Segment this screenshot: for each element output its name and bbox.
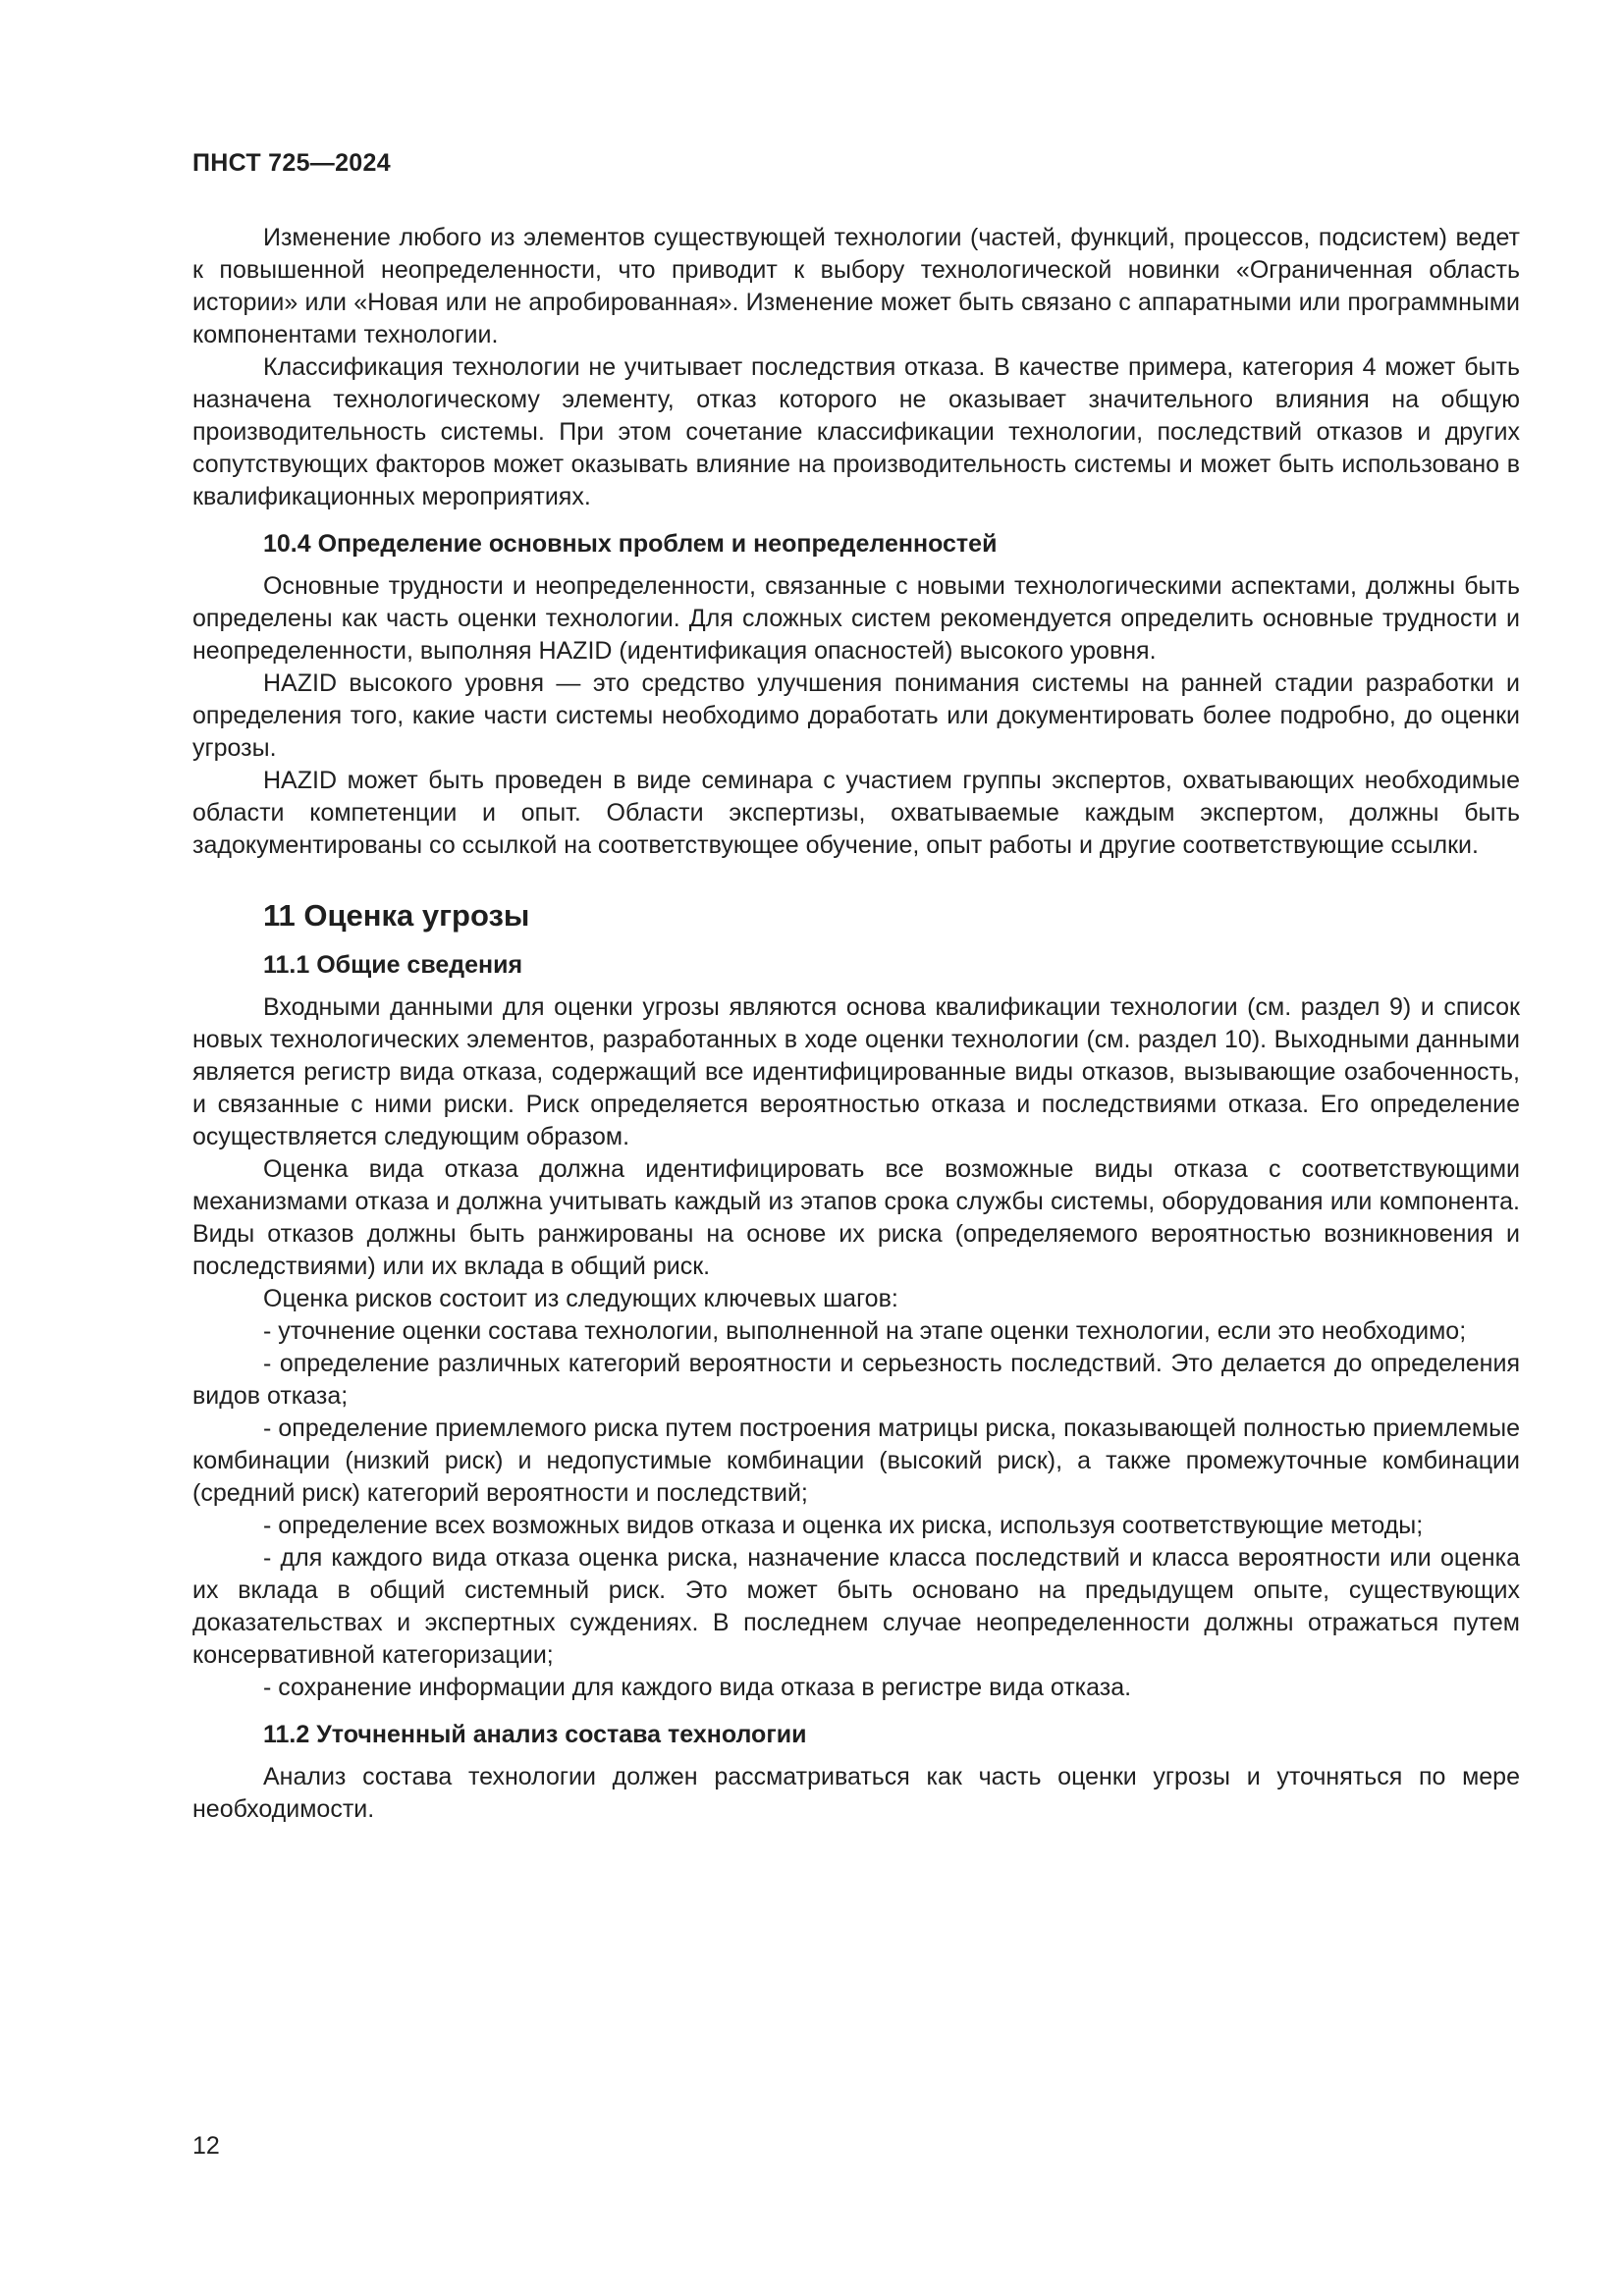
list-item: - для каждого вида отказа оценка риска, назначение класса последствий и класса вероятности или оценка их вклада в общий системный риск. Это может быть основано на предыдущем опыте, существующих доказательствах и экспертных суждениях. В последнем случае неопределенности должны отражаться путем консервативной категоризации;: [192, 1544, 1520, 1669]
intro-paragraph-2: Классификация технологии не учитывает последствия отказа. В качестве примера, категория 4 может быть назначена технологическому элементу, отказ которого не оказывает значительного влияния на общую производительность системы. При этом сочетание классификации технологии, последствий отказов и других сопутствующих факторов может оказывать влияние на производительность системы и может быть использовано в квалификационных мероприятиях.: [192, 353, 1520, 510]
section-11-1-paragraph-3: Оценка рисков состоит из следующих ключевых шагов:: [263, 1285, 898, 1312]
section-10-4-paragraph-2: HAZID высокого уровня — это средство улучшения понимания системы на ранней стадии разработки и определения того, какие части системы необходимо доработать или документировать более подробно, до оценки угрозы.: [192, 669, 1520, 762]
list-item: - определение приемлемого риска путем построения матрицы риска, показывающей полностью приемлемые комбинации (низкий риск) и недопустимые комбинации (высокий риск), а также промежуточные комбинации (средний риск) категорий вероятности и последствий;: [192, 1415, 1520, 1507]
section-10-4-paragraph-1: Основные трудности и неопределенности, связанные с новыми технологическими аспектами, должны быть определены как часть оценки технологии. Для сложных систем рекомендуется определить основные трудности и неопределенности, выполняя HAZID (идентификация опасностей) высокого уровня.: [192, 572, 1520, 665]
page-content: [192, 222, 1520, 1826]
list-item: - уточнение оценки состава технологии, выполненной на этапе оценки технологии, если это необходимо;: [263, 1317, 1467, 1345]
heading-11: 11 Оценка угрозы: [263, 898, 530, 933]
section-10-4-paragraph-3: HAZID может быть проведен в виде семинара с участием группы экспертов, охватывающих необходимые области компетенции и опыт. Области экспертизы, охватываемые каждым экспертом, должны быть задокументированы со ссылкой на соответствующее обучение, опыт работы и другие соответствующие ссылки.: [192, 767, 1520, 859]
section-11-1-paragraph-1: Входными данными для оценки угрозы являются основа квалификации технологии (см. раздел 9) и список новых технологических элементов, разработанных в ходе оценки технологии (см. раздел 10). Выходными данными является регистр вида отказа, содержащий все идентифицированные виды отказов, вызывающие озабоченность, и связанные с ними риски. Риск определяется вероятностью отказа и последствиями отказа. Его определение осуществляется следующим образом.: [192, 993, 1520, 1150]
list-item: - сохранение информации для каждого вида отказа в регистре вида отказа.: [263, 1674, 1132, 1701]
section-11-1-paragraph-2: Оценка вида отказа должна идентифицировать все возможные виды отказа с соответствующими механизмами отказа и должна учитывать каждый из этапов срока службы системы, оборудования или компонента. Виды отказов должны быть ранжированы на основе их риска (определяемого вероятностью возникновения и последствиями) или их вклада в общий риск.: [192, 1155, 1520, 1280]
heading-10-4: 10.4 Определение основных проблем и неопределенностей: [263, 530, 998, 558]
document-id-header: ПНСТ 725—2024: [192, 149, 391, 177]
list-item: - определение различных категорий вероятности и серьезность последствий. Это делается до определения видов отказа;: [192, 1350, 1520, 1410]
heading-11-1: 11.1 Общие сведения: [263, 951, 523, 979]
page-number: 12: [192, 2132, 220, 2160]
list-item: - определение всех возможных видов отказа и оценка их риска, используя соответствующие методы;: [263, 1512, 1424, 1539]
heading-11-2: 11.2 Уточненный анализ состава технологии: [263, 1721, 807, 1748]
section-11-2-paragraph-1: Анализ состава технологии должен рассматриваться как часть оценки угрозы и уточняться по мере необходимости.: [192, 1763, 1520, 1823]
intro-paragraph-1: Изменение любого из элементов существующей технологии (частей, функций, процессов, подсистем) ведет к повышенной неопределенности, что приводит к выбору технологической новинки «Ограниченная область истории» или «Новая или не апробированная». Изменение может быть связано с аппаратными или программными компонентами технологии.: [192, 224, 1520, 348]
